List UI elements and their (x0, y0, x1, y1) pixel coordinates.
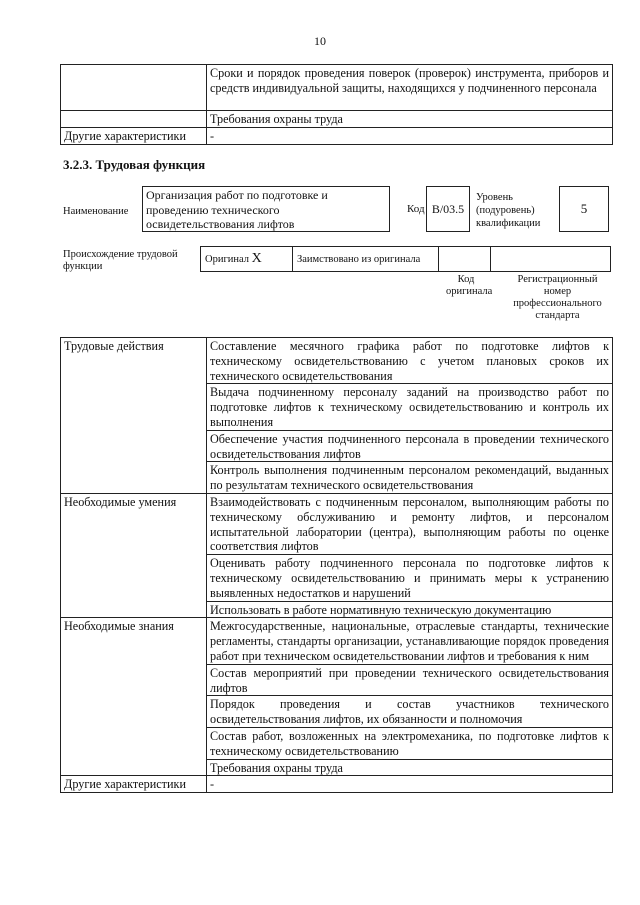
table-row (61, 127, 613, 144)
table-row (61, 65, 613, 111)
code-caption: Код оригинала (446, 274, 493, 297)
table-row (201, 247, 611, 272)
level-value: 5 (580, 201, 588, 216)
table-cell-label (61, 111, 207, 128)
skills-label: Необходимые умения (61, 493, 207, 617)
labor-action-item: Контроль выполнения подчиненным персоналом рекомендаций, выданных по результатам технического освидетельствования (207, 462, 613, 494)
skill-item: Оценивать работу подчиненного персонала по подготовке лифтов к техническому освидетельствованию и принимать меры к устранению выявленных недостатков и нарушений (207, 555, 613, 601)
origin-table (200, 246, 611, 272)
level-value-box (559, 186, 609, 232)
code-label: Код (407, 203, 425, 215)
table-row (61, 776, 613, 793)
table-cell-value: Требования охраны труда (207, 111, 613, 128)
reg-caption: Регистрационный номер профессионального стандарта (513, 274, 602, 321)
code-value-box (426, 186, 470, 232)
main-table (60, 337, 613, 793)
original-label: Оригинал (205, 254, 249, 265)
name-value-box (142, 186, 390, 232)
knowledge-item: Требования охраны труда (207, 759, 613, 776)
skill-item: Взаимодействовать с подчиненным персоналом, выполняющим работы по техническому обслуживанию и ремонту лифтов, и персоналом испытательной лаборатории (центра), выполняющим работы по оценке соответствия лифтов (207, 493, 613, 554)
other-label: Другие характеристики (61, 776, 207, 793)
original-mark: X (251, 251, 262, 266)
knowledge-label: Необходимые знания (61, 618, 207, 776)
knowledge-item: Межгосударственные, национальные, отраслевые стандарты, технические регламенты, стандарты организации, устанавливающие порядок проведения работ при техническом освидетельствовании лифтов и требования к ним (207, 618, 613, 664)
origin-original-cell (201, 247, 293, 272)
table-row (61, 338, 613, 384)
table-cell-value: - (207, 127, 613, 144)
labor-action-item: Обеспечение участия подчиненного персонала в проведении технического освидетельствования лифтов (207, 430, 613, 462)
table-cell-label (61, 65, 207, 111)
labor-action-item: Выдача подчиненному персоналу заданий на производство работ по подготовке лифтов к техническому освидетельствованию и контроль их выполнения (207, 384, 613, 430)
table-row (61, 618, 613, 664)
borrowed-label: Заимствовано из оригинала (293, 247, 439, 272)
labor-actions-label: Трудовые действия (61, 338, 207, 494)
code-value: В/03.5 (431, 201, 465, 216)
name-value: Организация работ по подготовке и проведению технического освидетельствования лифтов (146, 188, 328, 231)
top-table (60, 64, 613, 145)
table-row (61, 493, 613, 554)
page-number: 10 (314, 34, 326, 48)
origin-reg-cell (491, 247, 611, 272)
knowledge-item: Порядок проведения и состав участников технического освидетельствования лифтов, их обязанности и полномочия (207, 696, 613, 728)
table-row (61, 111, 613, 128)
other-value: - (207, 776, 613, 793)
skill-item: Использовать в работе нормативную техническую документацию (207, 601, 613, 618)
name-label: Наименование (63, 206, 129, 217)
origin-code-cell (439, 247, 491, 272)
knowledge-item: Состав мероприятий при проведении технического освидетельствования лифтов (207, 664, 613, 696)
level-label: Уровень (подуровень) квалификации (476, 192, 541, 229)
table-cell-label: Другие характеристики (61, 127, 207, 144)
labor-action-item: Составление месячного графика работ по подготовке лифтов к техническому освидетельствованию с учетом плановых сроков их технического освидетельствования (207, 338, 613, 384)
section-title: 3.2.3. Трудовая функция (63, 157, 206, 172)
origin-label: Происхождение трудовой функции (63, 249, 178, 272)
table-cell-value: Сроки и порядок проведения поверок (проверок) инструмента, приборов и средств индивидуальной защиты, находящихся у подчиненного персонала (207, 65, 613, 111)
knowledge-item: Состав работ, возложенных на электромеханика, по подготовке лифтов к техническому освидетельствованию (207, 727, 613, 759)
